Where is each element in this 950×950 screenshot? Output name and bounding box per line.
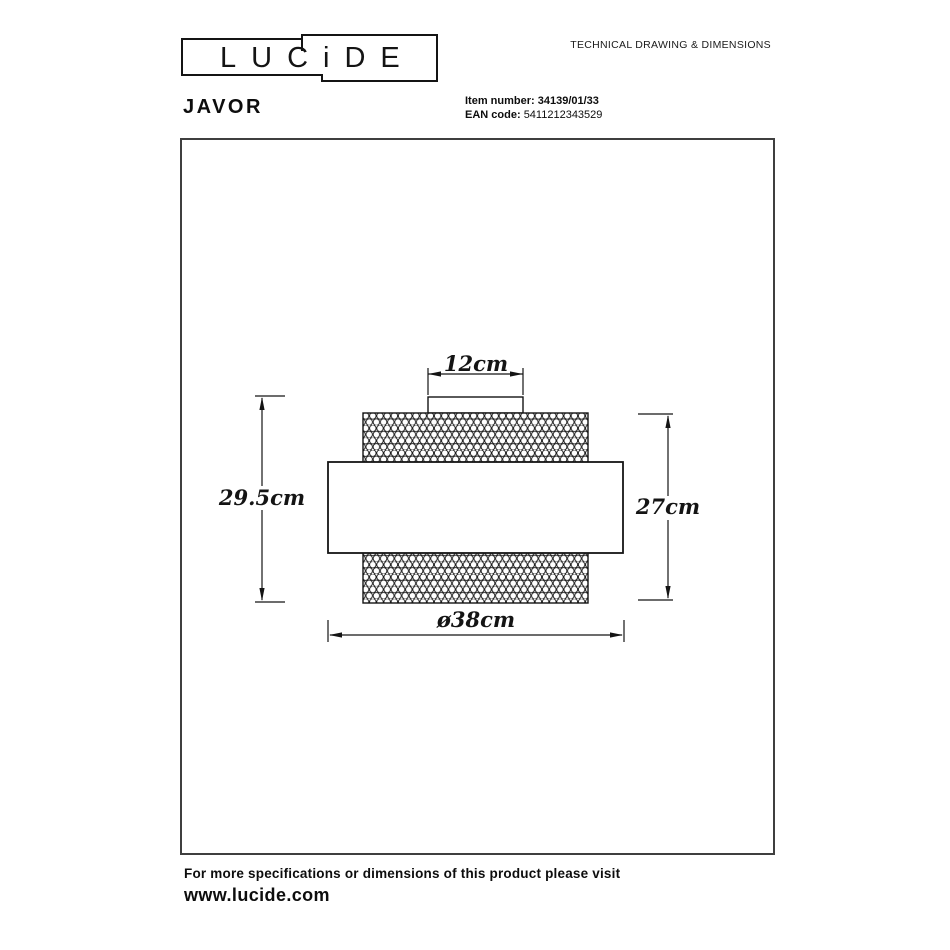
item-info-block: [465, 94, 602, 122]
ean-value: 5411212343529: [523, 109, 603, 121]
dim-top-arrow-left: [428, 371, 441, 376]
item-number-row: [465, 94, 602, 108]
dim-top-arrow-right: [510, 371, 523, 376]
dim-left-arrow-up: [259, 397, 264, 410]
dim-bottom-label: ø38cm: [436, 607, 516, 632]
lucide-logo: [181, 34, 438, 86]
dim-bottom-arrow-right: [610, 632, 623, 637]
footer-note: For more specifications or dimensions of this product please visit: [184, 866, 621, 881]
lamp-band: [328, 462, 623, 553]
logo-letters: LUCiDE: [220, 42, 415, 74]
lamp-mount: [428, 397, 523, 413]
dim-left-label: 29.5cm: [218, 485, 306, 510]
ean-row: [465, 108, 602, 122]
dim-left-arrow-down: [259, 588, 264, 601]
dim-right-label: 27cm: [635, 494, 701, 519]
product-name: JAVOR: [183, 96, 263, 118]
item-number-value: 34139/01/33: [537, 95, 599, 107]
technical-drawing: [182, 140, 773, 853]
drawing-frame: [180, 138, 775, 855]
doc-type-title: TECHNICAL DRAWING & DIMENSIONS: [570, 39, 771, 51]
dim-right-arrow-up: [665, 415, 670, 428]
dim-bottom-arrow-left: [329, 632, 342, 637]
dim-top-label: 12cm: [443, 351, 509, 376]
dim-right-arrow-down: [665, 586, 670, 599]
item-number-label: Item number:: [465, 95, 535, 107]
footer-website: www.lucide.com: [184, 885, 330, 905]
ean-label: EAN code:: [465, 109, 521, 121]
